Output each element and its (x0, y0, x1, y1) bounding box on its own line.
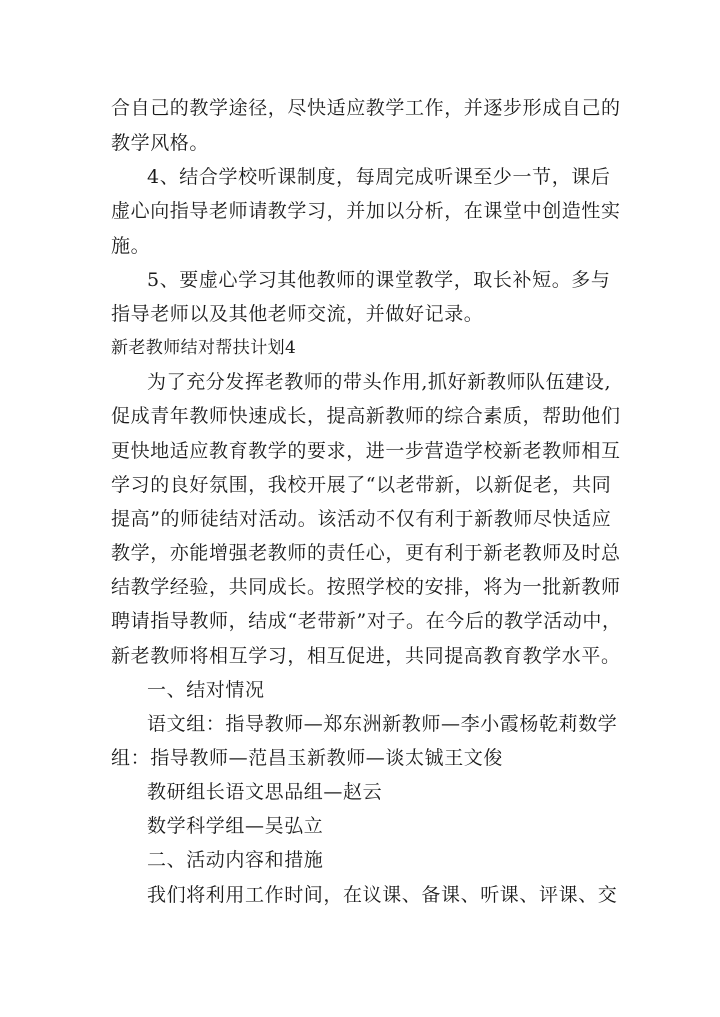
paragraph-line: 语文组：指导教师—郑东洲新教师—李小霞杨乾莉数学 (147, 713, 618, 735)
paragraph-line: 聘请指导教师，结成“老带新”对子。在今后的教学活动中， (111, 610, 622, 632)
paragraph-line: 提高”的师徒结对活动。该活动不仅有利于新教师尽快适应 (111, 508, 612, 530)
paragraph-line: 教研组长语文思品组—赵云 (147, 781, 383, 803)
paragraph-line: 促成青年教师快速成长，提高新教师的综合素质，帮助他们 (111, 405, 621, 427)
paragraph-line: 更快地适应教育教学的要求，进一步营造学校新老教师相互 (111, 440, 621, 462)
paragraph-line: 为了充分发挥老教师的带头作用,抓好新教师队伍建设, (147, 371, 612, 393)
paragraph-line: 5、要虚心学习其他教师的课堂教学，取长补短。多与 (147, 269, 611, 291)
subsection-heading: 二、活动内容和措施 (147, 849, 324, 871)
paragraph-line: 数学科学组—吴弘立 (147, 815, 324, 837)
subsection-heading: 一、结对情况 (147, 679, 265, 701)
paragraph-line: 结教学经验，共同成长。按照学校的安排，将为一批新教师 (111, 576, 621, 598)
paragraph-line: 施。 (111, 235, 151, 257)
paragraph-line: 虚心向指导老师请教学习，并加以分析，在课堂中创造性实 (111, 200, 621, 222)
paragraph-line: 组：指导教师—范昌玉新教师—谈太铖王文俊 (111, 747, 504, 769)
paragraph-line: 教学风格。 (111, 132, 210, 154)
section-heading: 新老教师结对帮扶计划4 (111, 338, 297, 358)
paragraph-line: 合自己的教学途径，尽快适应教学工作，并逐步形成自己的 (111, 97, 621, 119)
paragraph-line: 指导老师以及其他老师交流，并做好记录。 (111, 303, 484, 325)
paragraph-line: 新老教师将相互学习，相互促进，共同提高教育教学水平。 (111, 645, 621, 667)
paragraph-line: 我们将利用工作时间，在议课、备课、听课、评课、交 (147, 884, 618, 906)
paragraph-line: 学习的良好氛围，我校开展了“以老带新，以新促老，共同 (111, 474, 612, 496)
paragraph-line: 教学，亦能增强老教师的责任心，更有利于新老教师及时总 (111, 542, 621, 564)
paragraph-line: 4、结合学校听课制度，每周完成听课至少一节，课后 (147, 166, 611, 188)
